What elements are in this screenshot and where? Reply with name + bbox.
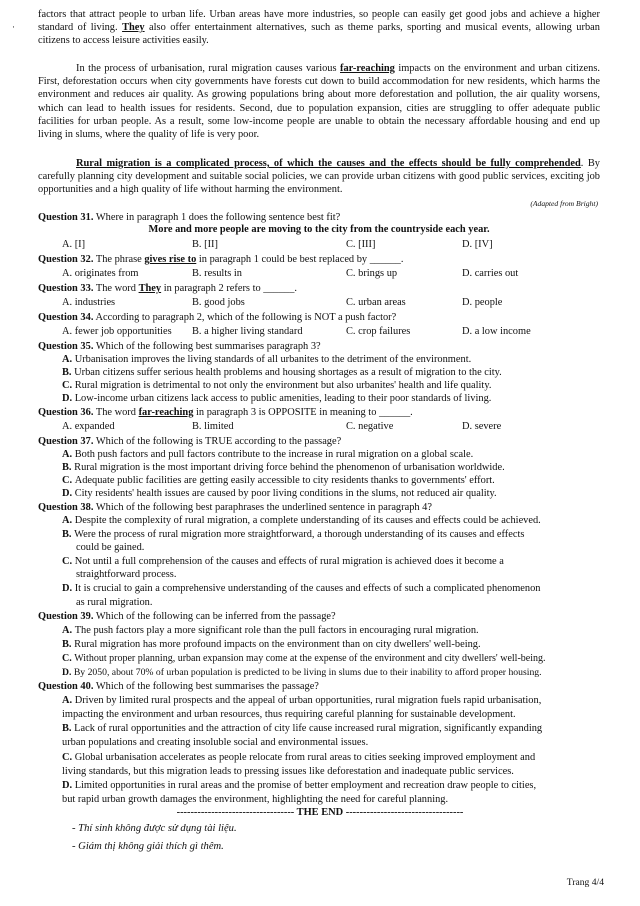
q40-text: Which of the following best summarises the passage?	[95, 681, 319, 692]
p3-text-b: . By carefully planning city development and suitable social policies, we can provide urban citizens with good public services, exciting job opportunities and a high quality of life without harming the environment.	[38, 158, 601, 196]
q32-options	[62, 267, 602, 280]
q31-option-c[interactable]: C. [III]	[346, 239, 376, 250]
q40-option-d[interactable]: D. Limited opportunities in rural areas and the promise of better employment and recreation draw people to cities,	[62, 780, 537, 791]
q40-option-c-cont: living standards, but this migration leads to pressing issues like deforestation and inadequate public services.	[62, 766, 514, 777]
q38-option-d[interactable]: D. It is crucial to gain a comprehensive understanding of the causes and effects of such a complicated phenomenon	[62, 583, 541, 594]
p1-line-3: allowing urban citizens to access leisure activities easily.	[38, 22, 600, 47]
q38-option-d-cont: as rural migration.	[76, 597, 153, 608]
q39-d-text: By 2050, about 70% of urban population is predicted to be living in slums due to their inability to afford proper housing.	[73, 667, 542, 678]
q35-option-a[interactable]: A. Urbanisation improves the living standards of all urbanites to the detriment of the environment.	[62, 354, 472, 365]
q38-option-a[interactable]: A. Despite the complexity of rural migration, a complete understanding of its causes and effects could be achieved.	[62, 515, 541, 526]
q37-d-text: City residents' health issues are caused by poor living conditions in the slums, not reduced air quality.	[74, 488, 497, 499]
q36-option-c[interactable]: C. negative	[346, 421, 394, 432]
q31-sentence: More and more people are moving to the city from the countryside each year.	[148, 224, 490, 235]
question-40	[38, 680, 600, 693]
q39-b-text: Rural migration has more profound impacts on the environment than on city dwellers' well-being.	[74, 639, 481, 650]
q36-option-a[interactable]: A. expanded	[62, 421, 115, 432]
p1-line-2a: a higher standard of living.	[38, 9, 600, 34]
q32-key: gives rise to	[144, 254, 197, 265]
q40-d-text-1: Limited opportunities in rural areas and the promise of better employment and recreation draw people to cities,	[74, 780, 537, 791]
q32-option-b[interactable]: B. results in	[192, 268, 242, 279]
q35-option-b[interactable]: B. Urban citizens suffer serious health problems and housing shortages as a result of migration to the city.	[62, 367, 502, 378]
q39-text: Which of the following can be inferred from the passage?	[95, 611, 336, 622]
q40-option-b-cont: urban populations and creating insoluble social and environmental issues.	[62, 737, 369, 748]
question-35	[38, 340, 600, 353]
q37-label: Question 37.	[38, 436, 94, 447]
q39-c-text: Without proper planning, urban expansion may come at the expense of the environment and city dwellers' well-being.	[74, 653, 546, 664]
page-number: Trang 4/4	[566, 877, 604, 888]
q34-option-a[interactable]: A. fewer job opportunities	[62, 326, 172, 337]
q33-option-d[interactable]: D. people	[462, 297, 503, 308]
q38-a-text: Despite the complexity of rural migration, a complete understanding of its causes and effects could be achieved.	[74, 515, 541, 526]
q32-pre: The phrase	[95, 254, 142, 265]
q38-c-text-1: Not until a full comprehension of the causes and effects of rural migration is achieved does it become a	[74, 556, 504, 567]
q37-option-c[interactable]: C. Adequate public facilities are getting easily accessible to city residents thanks to governments' effort.	[62, 475, 495, 486]
q35-c-text: Rural migration is detrimental to not only the environment but also urbanites' health and life quality.	[74, 380, 492, 391]
passage-paragraph-2	[38, 62, 600, 141]
q34-option-c[interactable]: C. crop failures	[346, 326, 411, 337]
question-32	[38, 253, 600, 266]
q37-text: Which of the following is TRUE according to the passage?	[95, 436, 342, 447]
q39-label: Question 39.	[38, 611, 94, 622]
q35-option-d[interactable]: D. Low-income urban citizens lack access to public amenities, leading to their poor standards of living.	[62, 393, 492, 404]
question-38	[38, 501, 600, 514]
q39-a-text: The push factors play a more significant role than the pull factors in encouraging rural migration.	[74, 625, 479, 636]
q31-label: Question 31.	[38, 212, 94, 223]
q33-pre: The word	[95, 283, 136, 294]
q38-label: Question 38.	[38, 502, 94, 513]
q40-c-text-1: Global urbanisation accelerates as people relocate from rural areas to cities seeking improved employment and	[74, 752, 536, 763]
q38-option-c[interactable]: C. Not until a full comprehension of the causes and effects of rural migration is achieved does it become a	[62, 556, 504, 567]
q34-option-b[interactable]: B. a higher living standard	[192, 326, 303, 337]
q38-option-b[interactable]: B. Were the process of rural migration more straightforward, a thorough understanding of its causes and effects	[62, 529, 525, 540]
q40-option-d-cont: but rapid urban growth damages the environment, highlighting the need for careful planning.	[62, 794, 449, 805]
question-39	[38, 610, 600, 623]
q40-option-a-cont: impacting the environment and urban resources, thus requiring careful planning for sustainable development.	[62, 709, 516, 720]
q36-label: Question 36.	[38, 407, 94, 418]
q37-c-text: Adequate public facilities are getting easily accessible to city residents thanks to governments' effort.	[74, 475, 495, 486]
p2-text-a: In the process of urbanisation, rural migration causes various	[76, 63, 337, 74]
q38-option-c-cont: straightforward process.	[76, 569, 177, 580]
q36-post: in paragraph 3 is OPPOSITE in meaning to ______.	[196, 407, 413, 418]
underlined-they: They	[122, 22, 145, 34]
q40-a-text-1: Driven by limited rural prospects and the appeal of urban opportunities, rural migration fuels rapid urbanisation,	[74, 695, 542, 706]
q36-option-b[interactable]: B. limited	[192, 421, 234, 432]
q31-text: Where in paragraph 1 does the following sentence best fit?	[95, 212, 341, 223]
q35-d-text: Low-income urban citizens lack access to public amenities, leading to their poor standards of living.	[74, 393, 492, 404]
q32-post: in paragraph 1 could be best replaced by ______.	[198, 254, 404, 265]
p2-text-b: impacts on the environment and urban citizens. First, deforestation occurs when city governments have forests cut down to build accommodation for new residents, which harms the environment and reduces air quality. As growing populations bring about more deforestation and pollution, the air quality worsens, which can lead to health issues for residents. Second, due to population expansion, cities are struggling to offer adequate public facilities for urban people. As a result, some low-income people are unable to obtain the necessary affordable housing and end up living in slums, where the quality of life is very poor.	[38, 63, 600, 141]
question-37	[38, 435, 600, 448]
q35-a-text: Urbanisation improves the living standards of all urbanites to the detriment of the environment.	[74, 354, 472, 365]
q35-option-c[interactable]: C. Rural migration is detrimental to not only the environment but also urbanites' health and life quality.	[62, 380, 492, 391]
q33-label: Question 33.	[38, 283, 94, 294]
q33-option-b[interactable]: B. good jobs	[192, 297, 245, 308]
q34-options	[62, 325, 602, 338]
q35-text: Which of the following best summarises paragraph 3?	[95, 341, 321, 352]
q31-option-b[interactable]: B. [II]	[192, 239, 218, 250]
margin-mark: ·	[12, 22, 15, 32]
q34-text: According to paragraph 2, which of the following is NOT a push factor?	[95, 312, 397, 323]
q36-options	[62, 420, 602, 433]
q35-b-text: Urban citizens suffer serious health problems and housing shortages as a result of migration to the city.	[74, 367, 502, 378]
q35-label: Question 35.	[38, 341, 94, 352]
q33-option-c[interactable]: C. urban areas	[346, 297, 406, 308]
q33-post: in paragraph 2 refers to ______.	[163, 283, 298, 294]
instruction-note-1: - Thí sinh không được sử dụng tài liệu.	[72, 823, 237, 834]
q32-label: Question 32.	[38, 254, 94, 265]
question-33	[38, 282, 600, 295]
q36-option-d[interactable]: D. severe	[462, 421, 502, 432]
underlined-far-reaching: far-reaching	[340, 63, 395, 74]
q37-a-text: Both push factors and pull factors contribute to the increase in rural migration on a global scale.	[74, 449, 474, 460]
q38-b-text-1: Were the process of rural migration more straightforward, a thorough understanding of its causes and effects	[74, 529, 525, 540]
q36-key: far-reaching	[138, 407, 194, 418]
passage-paragraph-1	[38, 8, 600, 48]
q38-d-text-1: It is crucial to gain a comprehensive understanding of the causes and effects of such a complicated phenomenon	[74, 583, 541, 594]
q40-label: Question 40.	[38, 681, 94, 692]
q34-option-d[interactable]: D. a low income	[462, 326, 531, 337]
q37-option-d[interactable]: D. City residents' health issues are caused by poor living conditions in the slums, not reduced air quality.	[62, 488, 497, 499]
q32-option-a[interactable]: A. originates from	[62, 268, 139, 279]
q31-options	[62, 238, 602, 251]
source-citation: (Adapted from Bright)	[530, 199, 598, 208]
question-34	[38, 311, 600, 324]
q39-option-d[interactable]: D. By 2050, about 70% of urban population is predicted to be living in slums due to their inability to afford proper housing.	[62, 667, 542, 678]
q31-option-d[interactable]: D. [IV]	[462, 239, 493, 250]
q36-pre: The word	[95, 407, 136, 418]
q38-option-b-cont: could be gained.	[76, 542, 145, 553]
q40-b-text-1: Lack of rural opportunities and the attraction of city life cause increased rural migration, significantly expanding	[74, 723, 543, 734]
question-31	[38, 211, 600, 224]
the-end-marker: ---------------------------------- THE END ----------------------------------	[176, 807, 464, 818]
q33-option-a[interactable]: A. industries	[62, 297, 116, 308]
q39-option-a[interactable]: A. The push factors play a more significant role than the pull factors in encouraging rural migration.	[62, 625, 479, 636]
p1-line-2b: also offer entertainment alternatives, such as theme parks, sporting and musical events,	[149, 22, 532, 34]
underlined-sentence: Rural migration is a complicated process, of which the causes and the effects should be fully comprehended	[76, 158, 581, 169]
q34-label: Question 34.	[38, 312, 94, 323]
q31-option-a[interactable]: A. [I]	[62, 239, 86, 250]
q37-option-b[interactable]: B. Rural migration is the most important driving force behind the phenomenon of urbanisation worldwide.	[62, 462, 505, 473]
q32-option-d[interactable]: D. carries out	[462, 268, 519, 279]
p1-line-1: factors that attract people to urban life. Urban areas have more industries, so people can easily get good jobs and achieve	[38, 9, 562, 20]
q38-text: Which of the following best paraphrases the underlined sentence in paragraph 4?	[95, 502, 432, 513]
q33-options	[62, 296, 602, 309]
q37-option-a[interactable]: A. Both push factors and pull factors contribute to the increase in rural migration on a global scale.	[62, 449, 474, 460]
q39-option-c[interactable]: C. Without proper planning, urban expansion may come at the expense of the environment and city dwellers' well-being.	[62, 653, 546, 664]
q32-option-c[interactable]: C. brings up	[346, 268, 398, 279]
q40-option-c[interactable]: C. Global urbanisation accelerates as people relocate from rural areas to cities seeking improved employment and	[62, 752, 536, 763]
q33-key: They	[138, 283, 162, 294]
instruction-note-2: - Giám thị không giải thích gì thêm.	[72, 841, 224, 852]
q40-option-b[interactable]: B. Lack of rural opportunities and the attraction of city life cause increased rural migration, significantly expanding	[62, 723, 543, 734]
passage-paragraph-3	[38, 157, 600, 197]
q37-b-text: Rural migration is the most important driving force behind the phenomenon of urbanisation worldwide.	[74, 462, 505, 473]
q39-option-b[interactable]: B. Rural migration has more profound impacts on the environment than on city dwellers' well-being.	[62, 639, 481, 650]
q40-option-a[interactable]: A. Driven by limited rural prospects and the appeal of urban opportunities, rural migration fuels rapid urbanisation,	[62, 695, 542, 706]
question-36	[38, 406, 600, 419]
